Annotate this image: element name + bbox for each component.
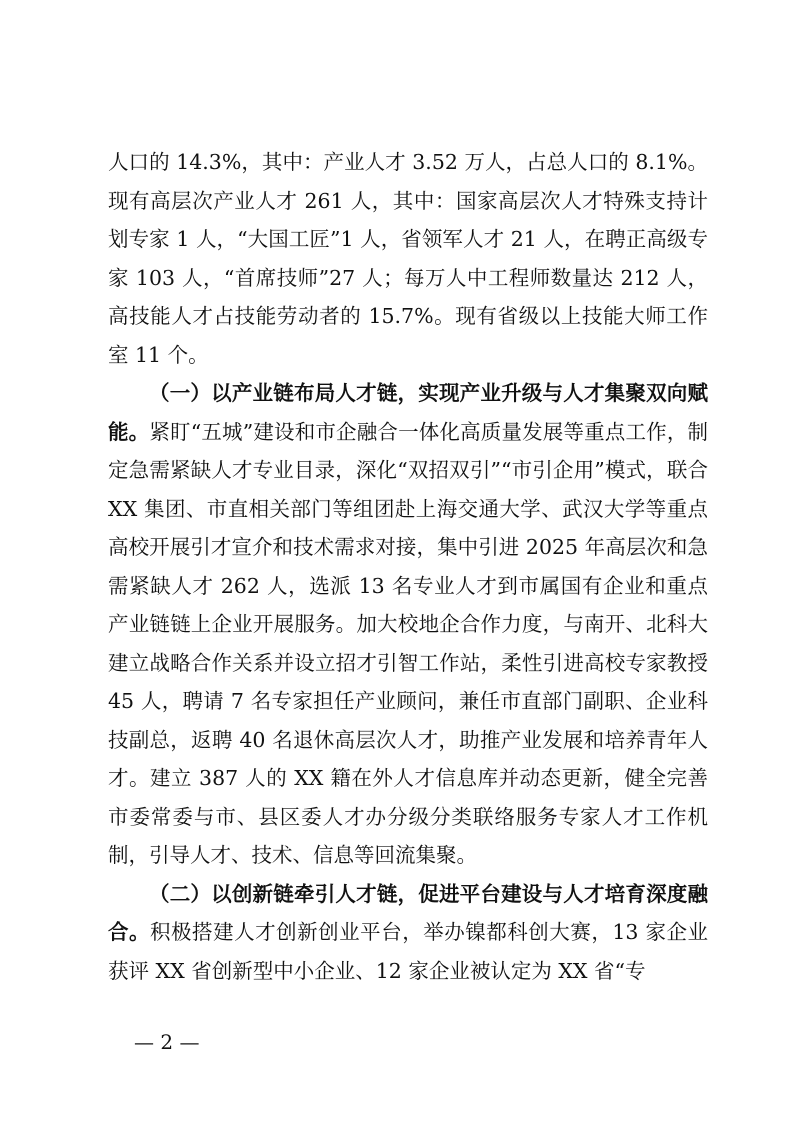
paragraph-text: 人口的 14.3%，其中：产业人才 3.52 万人，占总人口的 8.1%。现有高层次产业人才 261 人，其中：国家高层次人才特殊支持计划专家 1 人，“大国工匠”1 人，省领军人才 21 人，在聘正高级专家 103 人，“首席技师”27 人；每万人中工程师数量达 212 人，高技能人才占技能劳动者的 15.7%。现有省级以上技能大师工作室 11 个。	[108, 150, 708, 367]
section-heading-two: （二）以创新链牵引人才链，促进平台建设与人才培育深度融合。	[108, 881, 708, 944]
paragraph-text: 积极搭建人才创新创业平台，举办镍都科创大赛，13 家企业获评 XX 省创新型中小企业、12 家企业被认定为 XX 省“专	[108, 920, 708, 983]
body-text	[108, 143, 708, 990]
paragraph-section-one	[108, 374, 708, 875]
section-heading-one: （一）以产业链布局人才链，实现产业升级与人才集聚双向赋能。	[108, 381, 708, 444]
paragraph-section-two	[108, 875, 708, 991]
paragraph-text: 紧盯“五城”建设和市企融合一体化高质量发展等重点工作，制定急需紧缺人才专业目录，深化“双招双引”“市引企用”模式，联合 XX 集团、市直相关部门等组团赴上海交通大学、武汉大学等重点高校开展引才宣介和技术需求对接，集中引进 2025 年高层次和急需紧缺人才 262 人，选派 13 名专业人才到市属国有企业和重点产业链链上企业开展服务。加大校地企合作力度，与南开、北科大建立战略合作关系并设立招才引智工作站，柔性引进高校专家教授 45 人，聘请 7 名专家担任产业顾问，兼任市直部门副职、企业科技副总，返聘 40 名退休高层次人才，助推产业发展和培养青年人才。建立 387 人的 XX 籍在外人才信息库并动态更新，健全完善市委常委与市、县区委人才办分级分类联络服务专家人才工作机制，引导人才、技术、信息等回流集聚。	[108, 419, 709, 867]
paragraph-talent-statistics	[108, 143, 708, 374]
page-number: — 2 —	[134, 1030, 200, 1054]
